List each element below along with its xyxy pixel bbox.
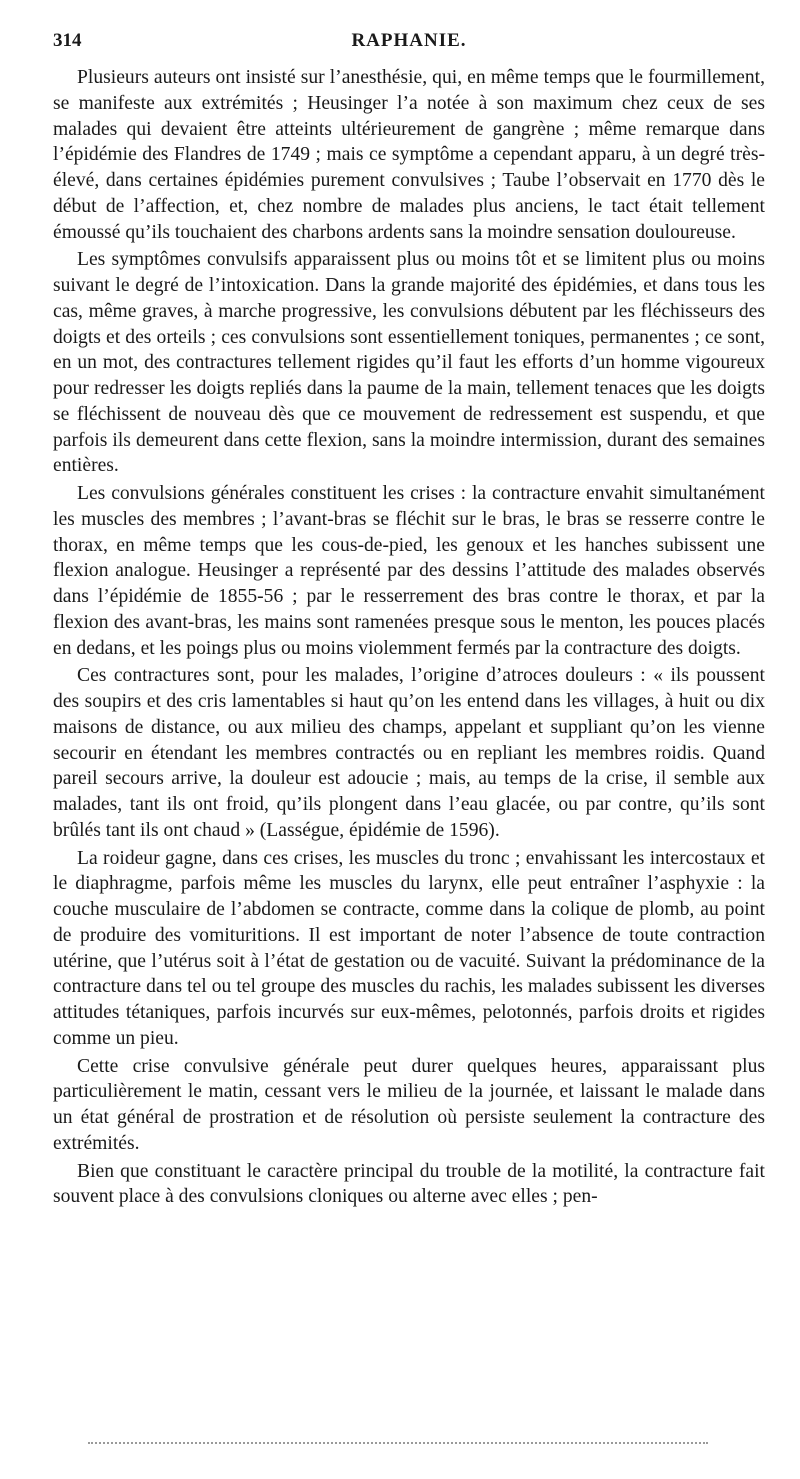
footer-dotted-rule: [88, 1442, 708, 1444]
paragraph-crisis-duration: Cette crise convulsive générale peut durer quelques heures, apparaissant plus particulièrement le matin, cessant vers le milieu de la journée, et laissant le malade dans un état général de prostration et de résolution où persiste seulement la contracture des extrémités.: [53, 1055, 765, 1154]
paragraph-anesthesia: Plusieurs auteurs ont insisté sur l’anesthésie, qui, en même temps que le fourmillement, se manifeste aux extrémités ; Heusinger l’a notée à son maximum chez ceux de ses malades qui devaient être atteints ultérieurement de gangrène ; même remarque dans l’épidémie des Flandres de 1749 ; mais ce symptôme a cependant apparu, à un degré très-élevé, dans certaines épidémies purement convulsives ; Taube l’observait en 1770 dès le début de l’affection, et, chez nombre de malades plus anciens, le tact était tellement émoussé qu’ils touchaient des charbons ardents sans la moindre sensation douloureuse.: [53, 67, 765, 243]
body-text: [53, 65, 765, 1212]
paragraph-general-convulsions: Les convulsions générales constituent les crises : la contracture envahit simultanément les muscles des membres ; l’avant-bras se fléchit sur le bras, le bras se resserre contre le thorax, en même temps que les cous-de-pied, les genoux et les hanches subissent une flexion analogue. Heusinger a représenté par des dessins l’attitude des malades observés dans l’épidémie de 1855-56 ; par le resserrement des bras contre le thorax, et par la flexion des avant-bras, les mains sont ramenées presque sous le menton, les pouces placés en dedans, et les poings plus ou moins violemment fermés par la contracture des doigts.: [53, 483, 765, 659]
page-number: 314: [53, 30, 82, 51]
paragraph-clonic-convulsions: Bien que constituant le caractère principal du trouble de la motilité, la contracture fait souvent place à des convulsions cloniques ou alterne avec elles ; pen-: [53, 1160, 765, 1208]
paragraph-pain: Ces contractures sont, pour les malades, l’origine d’atroces douleurs : « ils poussent des soupirs et des cris lamentables si haut qu’on les entend dans les villages, à huit ou dix maisons de distance, ou aux milieu des champs, appelant et suppliant qu’on les vienne secourir en étendant les membres contractés ou en repliant les membres roidis. Quand pareil secours arrive, la douleur est adoucie ; mais, au temps de la crise, il semble aux malades, tant ils ont froid, qu’ils plongent dans l’eau glacée, ou par contre, qu’ils sont brûlés tant ils ont chaud » (Lasségue, épidémie de 1596).: [53, 665, 765, 841]
running-title: RAPHANIE.: [351, 30, 467, 51]
paragraph-trunk-rigidity: La roideur gagne, dans ces crises, les muscles du tronc ; envahissant les intercostaux et le diaphragme, parfois même les muscles du larynx, elle peut entraîner l’asphyxie : la couche musculaire de l’abdomen se contracte, comme dans la colique de plomb, au point de produire des vomituritions. Il est important de noter l’absence de toute contraction utérine, que l’utérus soit à l’état de gestation ou de vacuité. Suivant la prédominance de la contracture dans tel ou tel groupe des muscles du rachis, les malades subissent les diverses attitudes tétaniques, parfois incurvés sur eux-mêmes, pelotonnés, parfois droits et rigides comme un pieu.: [53, 847, 765, 1049]
page-header: [53, 30, 765, 56]
paragraph-convulsive-symptoms: Les symptômes convulsifs apparaissent plus ou moins tôt et se limitent plus ou moins suivant le degré de l’intoxication. Dans la grande majorité des épidémies, et dans tous les cas, même graves, à marche progressive, les convulsions débutent par les fléchisseurs des doigts et des orteils ; ces convulsions sont essentiellement toniques, permanentes ; ce sont, en un mot, des contractures tellement rigides qu’il faut les efforts d’un homme vigoureux pour redresser les doigts repliés dans la paume de la main, tellement tenaces que les doigts se fléchissent de nouveau dès que ce mouvement de redressement est suspendu, et que parfois ils demeurent dans cette flexion, sans la moindre intermission, durant des semaines entières.: [53, 249, 765, 477]
